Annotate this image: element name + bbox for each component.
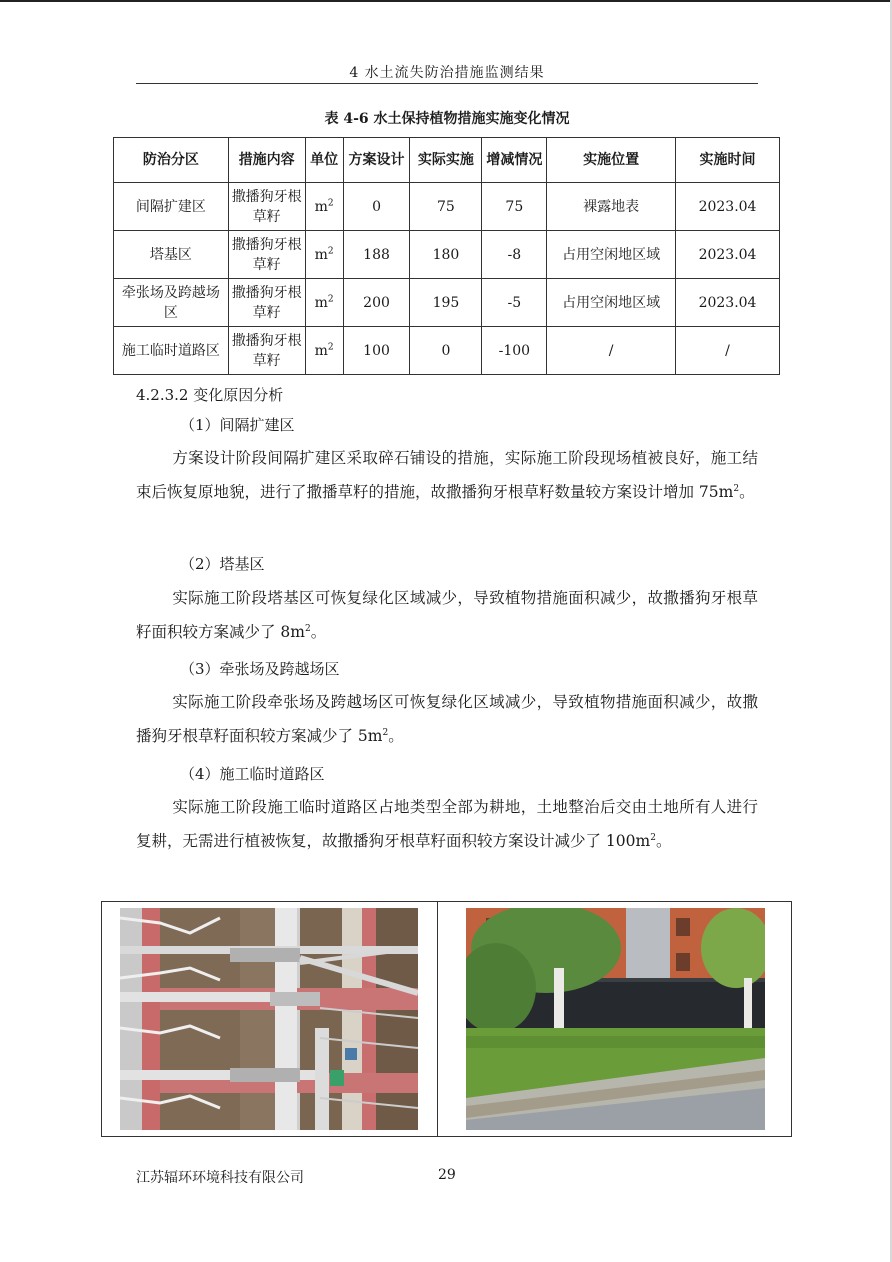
substation-aerial-photo: [120, 908, 418, 1130]
paragraph-text: 实际施工阶段施工临时道路区占地类型全部为耕地，土地整治后交由土地所有人进行复耕，无需进行植被恢复，故撒播狗牙根草籽面积较方案设计减少了 100m: [136, 798, 758, 850]
item-label: （1）间隔扩建区: [180, 416, 295, 434]
section-heading: 4.2.3.2 变化原因分析: [136, 386, 284, 404]
column-header: 实施位置: [547, 138, 676, 183]
zone-cell: 塔基区: [114, 231, 229, 279]
unit-exponent: 2: [327, 245, 334, 256]
unit-cell: [305, 231, 343, 279]
site-photos-frame: [101, 901, 792, 1137]
table-row: [114, 231, 780, 279]
item-paragraph: [136, 790, 758, 858]
paragraph-superscript: 2: [382, 727, 389, 738]
column-header: 单位: [305, 138, 343, 183]
column-header: 方案设计: [343, 138, 410, 183]
unit-exponent: 2: [327, 293, 334, 304]
item-label: （2）塔基区: [180, 555, 265, 573]
table-row: [114, 327, 780, 375]
design-cell: 188: [343, 231, 410, 279]
location-cell: 占用空闲地区域: [547, 231, 676, 279]
photo-divider: [437, 902, 438, 1136]
column-header: 防治分区: [114, 138, 229, 183]
unit-cell: [305, 279, 343, 327]
actual-cell: 180: [410, 231, 482, 279]
column-header: 实际实施: [410, 138, 482, 183]
actual-cell: 195: [410, 279, 482, 327]
measure-cell: 撒播狗牙根草籽: [228, 279, 305, 327]
design-cell: 200: [343, 279, 410, 327]
unit-cell: [305, 327, 343, 375]
time-cell: /: [676, 327, 780, 375]
design-cell: 0: [343, 183, 410, 231]
unit-exponent: 2: [327, 197, 334, 208]
tower-greening-image: [466, 908, 765, 1130]
paragraph-tail: 。: [655, 832, 672, 850]
item-paragraph: [136, 685, 758, 753]
paragraph-tail: 。: [310, 623, 327, 641]
table-header-row: [114, 138, 780, 183]
item-label: （4）施工临时道路区: [180, 765, 325, 783]
table-row: [114, 279, 780, 327]
time-cell: 2023.04: [676, 231, 780, 279]
column-header: 增减情况: [482, 138, 547, 183]
header-rule: [136, 83, 758, 84]
paragraph-text: 实际施工阶段塔基区可恢复绿化区域减少，导致植物措施面积减少，故撒播狗牙根草籽面积较方案减少了 8m: [136, 589, 758, 641]
page-number: 29: [438, 1167, 456, 1183]
measure-cell: 撒播狗牙根草籽: [228, 183, 305, 231]
paragraph-tail: 。: [388, 727, 404, 745]
unit-text: m: [314, 342, 328, 359]
unit-text: m: [314, 246, 328, 263]
actual-cell: 75: [410, 183, 482, 231]
change-cell: 75: [482, 183, 547, 231]
paragraph-text: 实际施工阶段牵张场及跨越场区可恢复绿化区域减少，导致植物措施面积减少，故撒播狗牙根草籽面积较方案减少了 5m: [136, 693, 758, 745]
unit-text: m: [314, 198, 328, 215]
design-cell: 100: [343, 327, 410, 375]
column-header: 措施内容: [228, 138, 305, 183]
tower-greening-photo: [466, 908, 765, 1130]
location-cell: /: [547, 327, 676, 375]
unit-exponent: 2: [327, 341, 334, 352]
unit-text: m: [314, 294, 328, 311]
change-cell: -100: [482, 327, 547, 375]
change-cell: -8: [482, 231, 547, 279]
time-cell: 2023.04: [676, 279, 780, 327]
unit-cell: [305, 183, 343, 231]
page-header: 4 水土流失防治措施监测结果: [349, 65, 545, 81]
item-paragraph: [136, 441, 758, 509]
actual-cell: 0: [410, 327, 482, 375]
paragraph-tail: 。: [739, 483, 755, 501]
zone-cell: 施工临时道路区: [114, 327, 229, 375]
item-paragraph: [136, 581, 758, 649]
paragraph-superscript: 2: [733, 483, 740, 494]
measure-cell: 撒播狗牙根草籽: [228, 327, 305, 375]
table-caption: 表 4-6 水土保持植物措施实施变化情况: [324, 111, 570, 127]
measure-cell: 撒播狗牙根草籽: [228, 231, 305, 279]
footer-company: 江苏辐环环境科技有限公司: [136, 1170, 304, 1186]
paragraph-superscript: 2: [305, 623, 311, 634]
page-top-border: [0, 0, 892, 2]
zone-cell: 牵张场及跨越场区: [114, 279, 229, 327]
column-header: 实施时间: [676, 138, 780, 183]
change-cell: -5: [482, 279, 547, 327]
zone-cell: 间隔扩建区: [114, 183, 229, 231]
substation-aerial-image: [120, 908, 418, 1130]
vegetation-measures-table: [113, 137, 780, 375]
location-cell: 裸露地表: [547, 183, 676, 231]
item-label: （3）牵张场及跨越场区: [180, 660, 340, 678]
location-cell: 占用空闲地区域: [547, 279, 676, 327]
table-row: [114, 183, 780, 231]
paragraph-superscript: 2: [650, 832, 656, 843]
time-cell: 2023.04: [676, 183, 780, 231]
paragraph-text: 方案设计阶段间隔扩建区采取碎石铺设的措施，实际施工阶段现场植被良好，施工结束后恢复原地貌，进行了撒播草籽的措施，故撒播狗牙根草籽数量较方案设计增加 75m: [136, 449, 758, 501]
